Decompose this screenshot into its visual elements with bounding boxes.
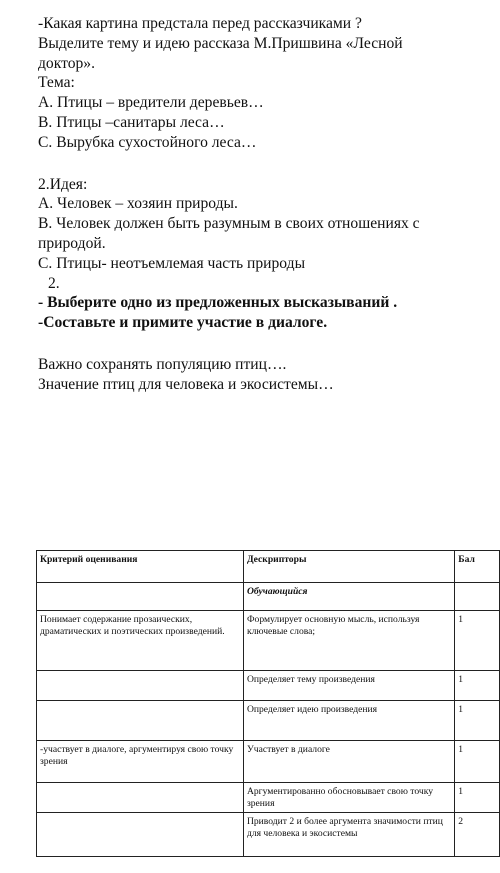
task-line-1: - Выберите одно из предложенных высказываний . — [38, 294, 398, 312]
subheader-student: Обучающийся — [243, 583, 454, 611]
header-descriptors: Дескрипторы — [243, 551, 454, 583]
table-subheader-row — [37, 583, 500, 611]
statement-1: Важно сохранять популяцию птиц…. — [38, 355, 287, 373]
header-criterion: Критерий оценивания — [37, 551, 244, 583]
row-score: 1 — [455, 701, 500, 741]
statement-2: Значение птиц для человека и экосистемы… — [38, 375, 334, 393]
row-descriptor: Участвует в диалоге — [243, 741, 454, 783]
idea-option-b-line-1: В. Человек должен быть разумным в своих отношениях с — [38, 215, 420, 233]
table-row — [37, 701, 500, 741]
row-score: 1 — [455, 611, 500, 671]
theme-option-b: В. Птицы –санитары леса… — [38, 113, 225, 131]
idea-option-b-line-2: природой. — [38, 234, 106, 252]
row-descriptor: Аргументированно обосновывает свою точку зрения — [243, 783, 454, 813]
question-line-2: Выделите тему и идею рассказа М.Пришвина «Лесной — [38, 34, 403, 52]
table-header-row — [37, 551, 500, 583]
table-row — [37, 611, 500, 671]
row-criterion: -участвует в диалоге, аргументируя свою точку зрения — [37, 741, 244, 783]
subheader-empty — [37, 583, 244, 611]
question-block — [38, 14, 500, 395]
row-descriptor: Формулирует основную мысль, используя ключевые слова; — [243, 611, 454, 671]
row-score: 1 — [455, 741, 500, 783]
rubric-table — [36, 550, 500, 857]
table-row — [37, 813, 500, 857]
idea-label: 2.Идея: — [38, 175, 88, 193]
header-score: Бал — [455, 551, 500, 583]
row-score: 1 — [455, 783, 500, 813]
idea-option-c: С. Птицы- неотъемлемая часть природы — [38, 254, 306, 272]
row-criterion — [37, 813, 244, 857]
theme-label: Тема: — [38, 74, 75, 92]
row-criterion — [37, 671, 244, 701]
row-criterion — [37, 783, 244, 813]
row-descriptor: Приводит 2 и более аргумента значимости птиц для человека и экосистемы — [243, 813, 454, 857]
spacer — [38, 333, 500, 355]
row-criterion — [37, 701, 244, 741]
row-score: 1 — [455, 671, 500, 701]
task-line-2: -Составьте и примите участие в диалоге. — [38, 314, 328, 332]
row-criterion: Понимает содержание прозаических, драматических и поэтических произведений. — [37, 611, 244, 671]
row-descriptor: Определяет тему произведения — [243, 671, 454, 701]
subheader-score-empty — [455, 583, 500, 611]
idea-option-a: А. Человек – хозяин природы. — [38, 195, 238, 213]
question-line-1: -Какая картина предстала перед рассказчиками ? — [38, 15, 362, 32]
theme-option-c: С. Вырубка сухостойного леса… — [38, 133, 257, 151]
theme-option-a: А. Птицы – вредители деревьев… — [38, 94, 264, 112]
question-line-3: доктор». — [38, 54, 95, 72]
task-number: 2. — [48, 274, 60, 292]
spacer — [38, 153, 500, 175]
table-row — [37, 671, 500, 701]
table-row — [37, 783, 500, 813]
row-score: 2 — [455, 813, 500, 857]
row-descriptor: Определяет идею произведения — [243, 701, 454, 741]
table-row — [37, 741, 500, 783]
